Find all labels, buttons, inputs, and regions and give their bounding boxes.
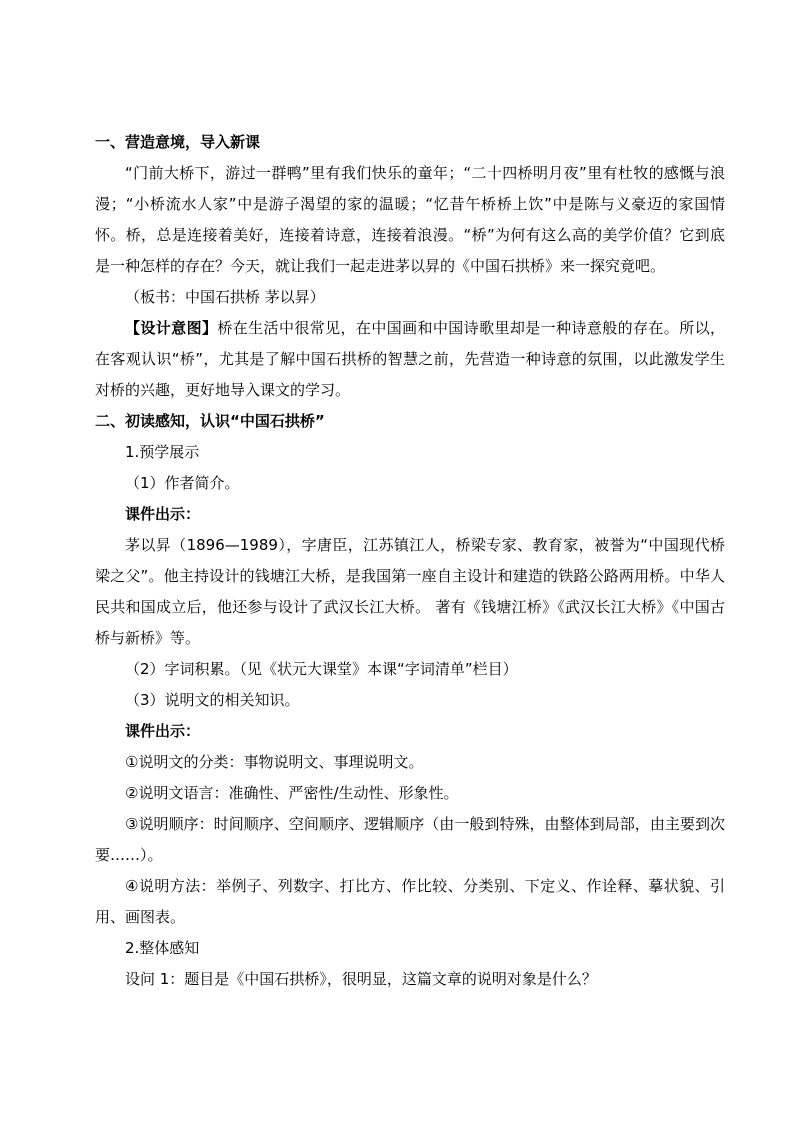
- courseware-label: 课件出示：: [125, 505, 201, 523]
- author-intro-subitem: （1）作者简介。: [125, 474, 240, 492]
- expository-knowledge-subitem: （3）说明文的相关知识。: [125, 691, 300, 709]
- knowledge-point: ④说明方法：举例子、列数字、打比方、作比较、分类别、下定义、作诠释、摹状貌、引用、画图表。: [95, 877, 725, 926]
- courseware-label: 课件出示：: [125, 722, 201, 740]
- knowledge-point: ②说明文语言：准确性、严密性/生动性、形象性。: [125, 784, 459, 802]
- design-intent-text: 桥在生活中很常见，在中国画和中国诗歌里却是一种诗意般的存在。所以，在客观认识“桥”，尤其是了解中国石拱桥的智慧之前，先营造一种诗意的氛围，以此激发学生对桥的兴趣，更好地导入课文的学习。: [95, 319, 725, 399]
- overall-perception-item: 2.整体感知: [125, 939, 200, 957]
- design-intent-label: 【设计意图】: [125, 319, 218, 337]
- author-bio-paragraph: 茅以昇（1896—1989），字唐臣，江苏镇江人，桥梁专家、教育家，被誉为“中国现代桥梁之父”。他主持设计的钱塘江大桥，是我国第一座自主设计和建造的铁路公路两用桥。中华人民共和国成立后，他还参与设计了武汉长江大桥。 著有《钱塘江桥》《武汉长江大桥》《中国古桥与新桥》等。: [95, 536, 725, 647]
- vocabulary-subitem: （2）字词积累。（见《状元大课堂》本课“字词清单”栏目）: [125, 660, 518, 678]
- board-note: （板书：中国石拱桥 茅以昇）: [125, 288, 325, 306]
- section2-heading: 二、初读感知，认识“中国石拱桥”: [95, 412, 325, 430]
- knowledge-point: ③说明顺序：时间顺序、空间顺序、逻辑顺序（由一般到特殊，由整体到局部，由主要到次要……）。: [95, 815, 725, 864]
- knowledge-point: ①说明文的分类：事物说明文、事理说明文。: [125, 753, 424, 771]
- question-text: 设问 1：题目是《中国石拱桥》，很明显，这篇文章的说明对象是什么？: [125, 970, 597, 988]
- preview-item: 1.预学展示: [125, 443, 200, 461]
- document-page: [95, 127, 725, 995]
- section1-heading: 一、营造意境，导入新课: [95, 133, 261, 151]
- design-intent-paragraph: [95, 313, 725, 406]
- intro-paragraph: “门前大桥下，游过一群鸭”里有我们快乐的童年；“二十四桥明月夜”里有杜牧的感慨与浪漫；“小桥流水人家”中是游子渴望的家的温暖；“忆昔午桥桥上饮”中是陈与义豪迈的家国情怀。桥，总是连接着美好，连接着诗意，连接着浪漫。“桥”为何有这么高的美学价值？它到底是一种怎样的存在？今天，就让我们一起走进茅以昇的《中国石拱桥》来一探究竟吧。: [95, 164, 725, 275]
